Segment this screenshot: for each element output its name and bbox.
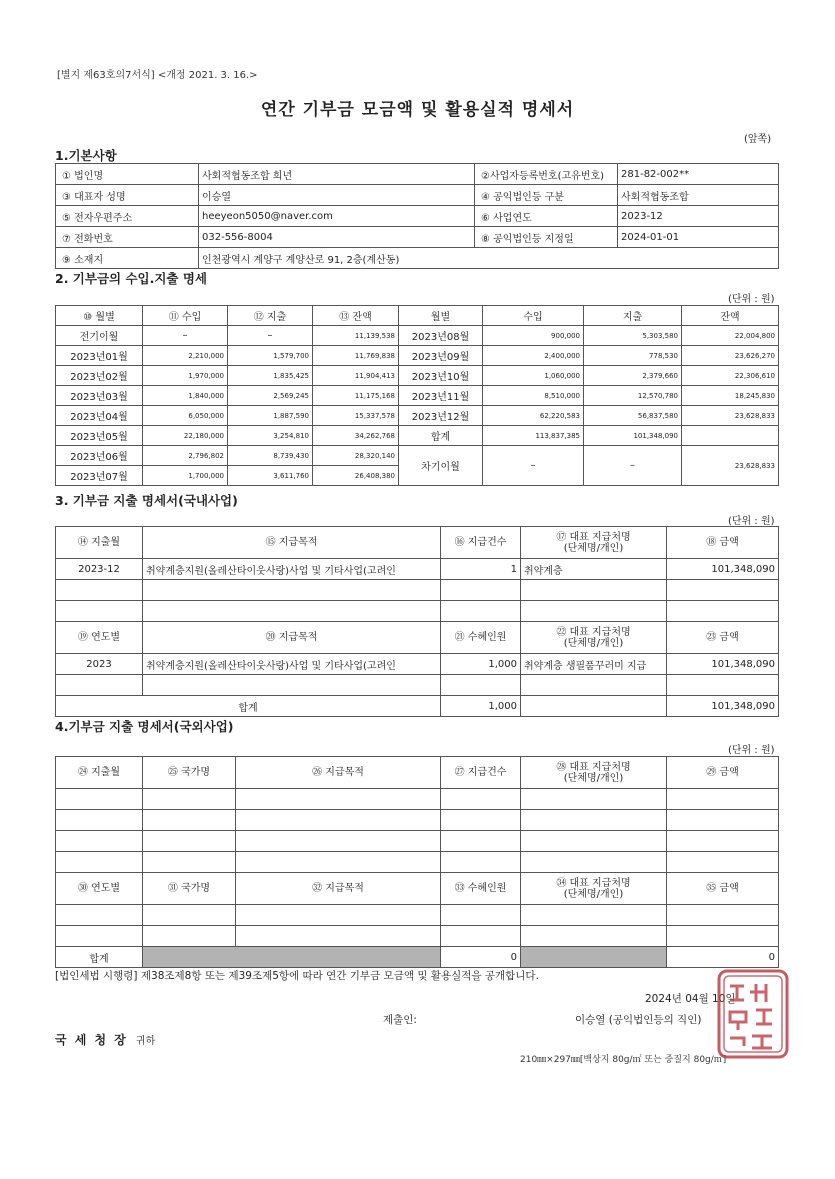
- table-cell: [441, 926, 521, 947]
- income-cell: 900,000: [483, 326, 584, 346]
- column-header: ⑳ 지급목적: [143, 622, 441, 654]
- balance-cell: 11,175,168: [313, 386, 399, 406]
- month-cell: 2023-12: [56, 559, 143, 580]
- table-row: [56, 248, 779, 269]
- balance-cell: 34,262,768: [313, 426, 399, 446]
- column-header: ⑯ 지급건수: [441, 527, 521, 559]
- table-cell: [441, 852, 521, 873]
- table-cell: [56, 852, 143, 873]
- column-header: ⑲ 연도별: [56, 622, 143, 654]
- balance-cell: 22,004,800: [682, 326, 779, 346]
- table-cell: [236, 852, 441, 873]
- address-value: 인천광역시 계양구 계양산로 91, 2층(계산동): [199, 248, 779, 269]
- table-row: [56, 559, 779, 580]
- month-cell: 2023년06월: [56, 446, 143, 466]
- submitter-name: 이승열 (공익법인등의 직인): [575, 1014, 702, 1026]
- expense-cell: 8,739,430: [228, 446, 313, 466]
- amount-cell: 101,348,090: [667, 559, 779, 580]
- table-row: [56, 810, 779, 831]
- field-value: 032-556-8004: [199, 227, 475, 248]
- table-cell: [521, 831, 667, 852]
- table-row: [56, 527, 779, 559]
- submission-date: 2024년 04월 10일: [645, 993, 736, 1005]
- table-cell: [441, 905, 521, 926]
- expense-cell: –: [228, 326, 313, 346]
- table-cell: [56, 580, 143, 601]
- income-cell: 8,510,000: [483, 386, 584, 406]
- column-header: ㉖ 지급목적: [236, 757, 441, 789]
- table-row: [56, 326, 779, 346]
- field-label: ③ 대표자 성명: [56, 185, 199, 206]
- carry-income-cell: –: [483, 446, 584, 486]
- table-cell: [667, 926, 779, 947]
- column-header: ㉒ 대표 지급처명 (단체명/개인): [521, 622, 667, 654]
- expense-cell: 1,579,700: [228, 346, 313, 366]
- count-cell: 1,000: [441, 654, 521, 675]
- table-row: [56, 426, 779, 446]
- carry-balance-cell: 23,628,833: [682, 446, 779, 486]
- section2-title: 2. 기부금의 수입.지출 명세: [55, 271, 208, 286]
- column-header: 지출: [584, 306, 682, 326]
- table-cell: [236, 905, 441, 926]
- table-cell: [667, 675, 779, 696]
- recipient-suffix: 귀하: [135, 1036, 156, 1047]
- table-row: [56, 622, 779, 654]
- table-cell: [521, 601, 667, 622]
- expense-cell: 3,254,810: [228, 426, 313, 446]
- balance-cell: 11,769,838: [313, 346, 399, 366]
- balance-cell: 23,628,833: [682, 406, 779, 426]
- field-label: ②사업자등록번호(고유번호): [475, 164, 618, 185]
- expense-cell: 56,837,580: [584, 406, 682, 426]
- table-cell: [56, 675, 143, 696]
- table-cell: [521, 789, 667, 810]
- expense-cell: 2,569,245: [228, 386, 313, 406]
- table-row: [56, 852, 779, 873]
- expense-cell: 1,835,425: [228, 366, 313, 386]
- month-cell: 전기이월: [56, 326, 143, 346]
- table-cell: [441, 601, 521, 622]
- month-cell: 2023년05월: [56, 426, 143, 446]
- table-row: [56, 185, 779, 206]
- table-cell: [521, 810, 667, 831]
- table-cell: [521, 852, 667, 873]
- page-side-label: (앞쪽): [744, 134, 772, 145]
- table-cell: [521, 905, 667, 926]
- balance-cell: 26,408,380: [313, 466, 399, 486]
- basic-info-table: [55, 163, 779, 269]
- table-row: [56, 831, 779, 852]
- section2-unit: (단위 : 원): [728, 294, 775, 305]
- month-cell: 2023년02월: [56, 366, 143, 386]
- income-cell: 1,840,000: [143, 386, 228, 406]
- column-header: ㉔ 지출월: [56, 757, 143, 789]
- table-cell: [521, 580, 667, 601]
- table-cell: [56, 789, 143, 810]
- paper-spec: 210㎜×297㎜[백상지 80g/㎡ 또는 중질지 80g/㎡]: [520, 1055, 727, 1065]
- column-header: ⑬ 잔액: [313, 306, 399, 326]
- table-cell: [143, 852, 236, 873]
- column-header: ⑰ 대표 지급처명 (단체명/개인): [521, 527, 667, 559]
- income-cell: –: [143, 326, 228, 346]
- income-cell: 22,180,000: [143, 426, 228, 446]
- count-cell: 1: [441, 559, 521, 580]
- table-row: [56, 346, 779, 366]
- column-header: ㉟ 금액: [667, 873, 779, 905]
- table-cell: [143, 580, 441, 601]
- table-row: [56, 926, 779, 947]
- column-header: ⑭ 지출월: [56, 527, 143, 559]
- column-header: 수입: [483, 306, 584, 326]
- table-row: [56, 873, 779, 905]
- table-cell: [521, 675, 667, 696]
- expense-cell: 5,303,580: [584, 326, 682, 346]
- field-value: 2023-12: [618, 206, 779, 227]
- column-header: ⑩ 월별: [56, 306, 143, 326]
- table-cell: [236, 810, 441, 831]
- table-cell: [56, 810, 143, 831]
- table-row: [56, 306, 779, 326]
- expense-cell: 1,887,590: [228, 406, 313, 426]
- official-seal-icon: [716, 968, 790, 1060]
- payee-cell: 취약계층 생필품꾸러미 지급: [521, 654, 667, 675]
- table-row: [56, 905, 779, 926]
- recipient-name: 국 세 청 장: [55, 1033, 128, 1047]
- column-header: ⑪ 수입: [143, 306, 228, 326]
- shaded-cell: [521, 947, 667, 968]
- table-cell: [667, 905, 779, 926]
- balance-cell: 28,320,140: [313, 446, 399, 466]
- table-row: [56, 580, 779, 601]
- month-cell: 2023년03월: [56, 386, 143, 406]
- recipient: [55, 1031, 155, 1048]
- table-row: [56, 386, 779, 406]
- income-cell: 113,837,385: [483, 426, 584, 446]
- column-header: ㉓ 금액: [667, 622, 779, 654]
- table-cell: [441, 831, 521, 852]
- month-cell: 2023년07월: [56, 466, 143, 486]
- column-header: ㉙ 금액: [667, 757, 779, 789]
- address-label: ⑨ 소재지: [56, 248, 199, 269]
- field-label: ⑧ 공익법인등 지정일: [475, 227, 618, 248]
- income-cell: 2,796,802: [143, 446, 228, 466]
- shaded-cell: [143, 947, 441, 968]
- column-header: ⑱ 금액: [667, 527, 779, 559]
- column-header: 월별: [399, 306, 483, 326]
- table-cell: [521, 696, 667, 717]
- balance-cell: 18,245,830: [682, 386, 779, 406]
- table-cell: [236, 831, 441, 852]
- section1-title: 1.기본사항: [55, 148, 117, 163]
- table-cell: [56, 831, 143, 852]
- field-label: ④ 공익법인등 구분: [475, 185, 618, 206]
- table-cell: [143, 789, 236, 810]
- field-value: 사회적협동조합: [618, 185, 779, 206]
- column-header: ㉑ 수혜인원: [441, 622, 521, 654]
- purpose-cell: 취약계층지원(올레산타이웃사랑)사업 및 기타사업(고려인: [143, 654, 441, 675]
- expense-cell: 2,379,660: [584, 366, 682, 386]
- column-header: ㉚ 연도별: [56, 873, 143, 905]
- table-cell: [56, 905, 143, 926]
- income-cell: 2,210,000: [143, 346, 228, 366]
- balance-cell: 11,139,538: [313, 326, 399, 346]
- payee-cell: 취약계층: [521, 559, 667, 580]
- amount-cell: 101,348,090: [667, 654, 779, 675]
- table-cell: [143, 601, 441, 622]
- month-cell: 2023년04월: [56, 406, 143, 426]
- income-cell: 6,050,000: [143, 406, 228, 426]
- table-cell: [667, 580, 779, 601]
- table-cell: [236, 926, 441, 947]
- column-header: ㉕ 국가명: [143, 757, 236, 789]
- column-header: ⑫ 지출: [228, 306, 313, 326]
- total-label: 합계: [56, 947, 143, 968]
- table-row: [56, 206, 779, 227]
- table-cell: [441, 789, 521, 810]
- table-cell: [56, 926, 143, 947]
- legal-basis-text: [법인세법 시행령] 제38조제8항 또는 제39조제5항에 따라 연간 기부금 모금액 및 활용실적을 공개합니다.: [55, 970, 539, 982]
- income-cell: 1,060,000: [483, 366, 584, 386]
- table-cell: [441, 810, 521, 831]
- column-header: ㉘ 대표 지급처명 (단체명/개인): [521, 757, 667, 789]
- table-row: [56, 227, 779, 248]
- section4-unit: (단위 : 원): [728, 745, 775, 756]
- total-count: 1,000: [441, 696, 521, 717]
- field-label: ① 법인명: [56, 164, 199, 185]
- table-cell: [143, 905, 236, 926]
- table-cell: [441, 675, 521, 696]
- table-row: [56, 366, 779, 386]
- month-cell: 2023년01월: [56, 346, 143, 366]
- table-cell: [236, 789, 441, 810]
- expense-cell: 778,530: [584, 346, 682, 366]
- field-value: 2024-01-01: [618, 227, 779, 248]
- foreign-expense-table: [55, 756, 779, 968]
- table-row: [56, 601, 779, 622]
- field-value: 281-82-002**: [618, 164, 779, 185]
- total-amount: 0: [667, 947, 779, 968]
- income-cell: 2,400,000: [483, 346, 584, 366]
- table-row: [56, 789, 779, 810]
- carry-month-cell: 차기이월: [399, 446, 483, 486]
- field-label: ⑦ 전화번호: [56, 227, 199, 248]
- month-cell: 2023년09월: [399, 346, 483, 366]
- table-row: [56, 406, 779, 426]
- year-cell: 2023: [56, 654, 143, 675]
- month-cell: 2023년12월: [399, 406, 483, 426]
- table-cell: [143, 675, 441, 696]
- column-header: ㉜ 지급목적: [236, 873, 441, 905]
- table-row: [56, 757, 779, 789]
- table-cell: [143, 831, 236, 852]
- document-title: 연간 기부금 모금액 및 활용실적 명세서: [260, 100, 575, 120]
- table-cell: [441, 580, 521, 601]
- field-label: ⑥ 사업연도: [475, 206, 618, 227]
- expense-cell: 101,348,090: [584, 426, 682, 446]
- carry-expense-cell: –: [584, 446, 682, 486]
- field-value: heeyeon5050@naver.com: [199, 206, 475, 227]
- total-count: 0: [441, 947, 521, 968]
- balance-cell: 15,337,578: [313, 406, 399, 426]
- section4-title: 4.기부금 지출 명세서(국외사업): [55, 719, 234, 734]
- month-cell: 2023년08월: [399, 326, 483, 346]
- table-row: [56, 446, 779, 466]
- table-row: [56, 654, 779, 675]
- table-row: [56, 675, 779, 696]
- form-reference: [별지 제63호의7서식] <개정 2021. 3. 16.>: [57, 70, 258, 81]
- balance-cell: 22,306,610: [682, 366, 779, 386]
- income-cell: 1,700,000: [143, 466, 228, 486]
- income-cell: 1,970,000: [143, 366, 228, 386]
- column-header: ㉛ 국가명: [143, 873, 236, 905]
- expense-cell: 3,611,760: [228, 466, 313, 486]
- expense-cell: 12,570,780: [584, 386, 682, 406]
- table-cell: [56, 601, 143, 622]
- field-value: 사회적협동조합 희년: [199, 164, 475, 185]
- table-cell: [143, 810, 236, 831]
- balance-cell: [682, 426, 779, 446]
- column-header: 잔액: [682, 306, 779, 326]
- section3-unit: (단위 : 원): [728, 516, 775, 527]
- balance-cell: 11,904,413: [313, 366, 399, 386]
- income-expense-table: [55, 305, 779, 486]
- submitter-label: 제출인:: [383, 1014, 417, 1026]
- purpose-cell: 취약계층지원(올레산타이웃사랑)사업 및 기타사업(고려인: [143, 559, 441, 580]
- table-cell: [521, 926, 667, 947]
- balance-cell: 23,626,270: [682, 346, 779, 366]
- column-header: ⑮ 지급목적: [143, 527, 441, 559]
- column-header: ㉗ 지급건수: [441, 757, 521, 789]
- table-cell: [667, 601, 779, 622]
- total-label: 합계: [56, 696, 441, 717]
- table-cell: [667, 810, 779, 831]
- section3-title: 3. 기부금 지출 명세서(국내사업): [55, 493, 238, 508]
- table-cell: [667, 789, 779, 810]
- table-cell: [143, 926, 236, 947]
- column-header: ㉞ 대표 지급처명 (단체명/개인): [521, 873, 667, 905]
- table-row: [56, 164, 779, 185]
- table-cell: [667, 852, 779, 873]
- month-cell: 2023년11월: [399, 386, 483, 406]
- month-cell: 합계: [399, 426, 483, 446]
- field-value: 이승열: [199, 185, 475, 206]
- table-row: [56, 947, 779, 968]
- total-amount: 101,348,090: [667, 696, 779, 717]
- domestic-expense-table: [55, 526, 779, 717]
- column-header: ㉝ 수혜인원: [441, 873, 521, 905]
- table-cell: [667, 831, 779, 852]
- month-cell: 2023년10월: [399, 366, 483, 386]
- table-row: [56, 696, 779, 717]
- field-label: ⑤ 전자우편주소: [56, 206, 199, 227]
- income-cell: 62,220,583: [483, 406, 584, 426]
